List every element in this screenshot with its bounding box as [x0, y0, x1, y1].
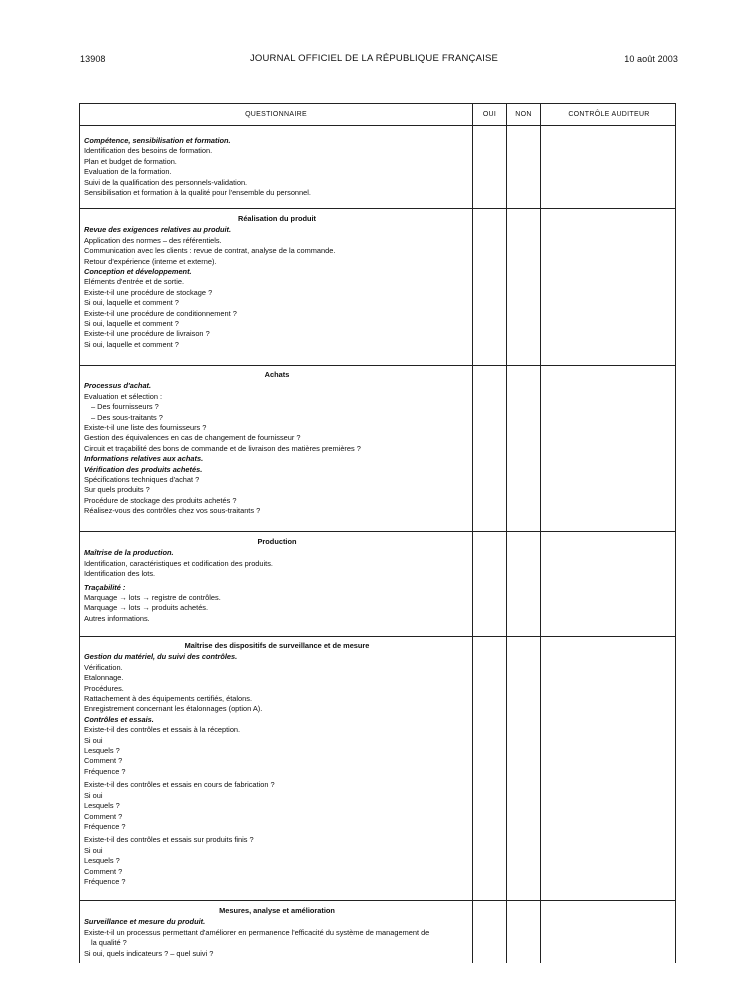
question-line: Identification, caractéristiques et codification des produits.: [84, 558, 273, 568]
column-header-oui: OUI: [482, 111, 497, 118]
section-title: Maîtrise des dispositifs de surveillance et de mesure: [184, 641, 370, 650]
section-title: Production: [257, 537, 297, 546]
subsection-heading: Traçabilité :: [84, 582, 126, 592]
question-line: Lesquels ?: [84, 801, 120, 811]
column-divider: [540, 104, 541, 963]
section-mesures-analyse: [84, 906, 470, 959]
question-line: Sensibilisation et formation à la qualité pour l'ensemble du personnel.: [84, 188, 311, 198]
question-line: Si oui: [84, 735, 103, 745]
subsection-heading: Maîtrise de la production.: [84, 548, 174, 558]
question-line: Rattachement à des équipements certifiés, étalons.: [84, 694, 253, 704]
row-divider: [80, 208, 675, 209]
subsection-heading: Surveillance et mesure du produit.: [84, 917, 206, 927]
section-realisation-produit: [84, 214, 470, 350]
question-line: Si oui, laquelle et comment ?: [84, 339, 179, 349]
question-line: la qualité ?: [91, 938, 127, 948]
row-divider: [80, 365, 675, 366]
question-line: Existe-t-il des contrôles et essais sur produits finis ?: [84, 835, 254, 845]
question-line: – Des sous-traitants ?: [91, 412, 163, 422]
column-header-controle-auditeur: CONTRÔLE AUDITEUR: [568, 111, 650, 118]
subsection-heading: Conception et développement.: [84, 267, 192, 277]
question-line: Existe-t-il des contrôles et essais à la réception.: [84, 725, 241, 735]
row-divider: [80, 125, 675, 126]
question-line: Enregistrement concernant les étalonnages (option A).: [84, 704, 263, 714]
questionnaire-table: [79, 103, 676, 963]
question-line: Evaluation de la formation.: [84, 167, 172, 177]
question-line: Lesquels ?: [84, 856, 120, 866]
question-line: Existe-t-il des contrôles et essais en cours de fabrication ?: [84, 780, 275, 790]
question-line: – Des fournisseurs ?: [91, 402, 159, 412]
question-line: Si oui, laquelle et comment ?: [84, 298, 179, 308]
subsection-heading: Contrôles et essais.: [84, 714, 154, 724]
question-line: Existe-t-il un processus permettant d'améliorer en permanence l'efficacité du système de management de: [84, 927, 430, 937]
question-line: Autres informations.: [84, 613, 150, 623]
subsection-heading: Revue des exigences relatives au produit.: [84, 225, 232, 235]
question-line: Retour d'expérience (interne et externe).: [84, 256, 217, 266]
row-divider: [80, 900, 675, 901]
subsection-heading: Compétence, sensibilisation et formation.: [84, 136, 231, 145]
question-line: Identification des lots.: [84, 569, 156, 579]
question-line: Lesquels ?: [84, 746, 120, 756]
question-line: Marquage → lots → produits achetés.: [84, 603, 209, 613]
question-line: Comment ?: [84, 811, 123, 821]
question-line: Suivi de la qualification des personnels-validation.: [84, 177, 248, 187]
subsection-heading: Processus d'achat.: [84, 381, 152, 391]
column-divider: [506, 104, 507, 963]
question-line: Fréquence ?: [84, 876, 126, 886]
question-line: Existe-t-il une procédure de conditionnement ?: [84, 308, 237, 318]
section-title: Achats: [264, 370, 290, 379]
question-line: Etalonnage.: [84, 673, 124, 683]
column-header-non: NON: [515, 111, 532, 118]
column-divider: [472, 104, 473, 963]
question-line: Evaluation et sélection :: [84, 391, 163, 401]
section-achats: [84, 370, 470, 517]
question-line: Identification des besoins de formation.: [84, 146, 213, 156]
question-line: Réalisez-vous des contrôles chez vos sous-traitants ?: [84, 506, 261, 516]
journal-title: JOURNAL OFFICIEL DE LA RÉPUBLIQUE FRANÇAISE: [249, 53, 499, 64]
section-title: Réalisation du produit: [237, 214, 316, 223]
question-line: Circuit et traçabilité des bons de commande et de livraison des matières premières ?: [84, 443, 361, 453]
question-line: Si oui: [84, 845, 103, 855]
question-line: Marquage → lots → registre de contrôles.: [84, 593, 221, 603]
section-competence: [84, 136, 470, 198]
section-title: Mesures, analyse et amélioration: [219, 906, 335, 915]
question-line: Existe-t-il une procédure de livraison ?: [84, 329, 210, 339]
question-line: Plan et budget de formation.: [84, 156, 177, 166]
column-header-questionnaire: QUESTIONNAIRE: [245, 111, 307, 118]
question-line: Fréquence ?: [84, 766, 126, 776]
section-production: [84, 537, 470, 624]
question-line: Si oui: [84, 790, 103, 800]
page-number: 13908: [80, 54, 106, 64]
question-line: Spécifications techniques d'achat ?: [84, 475, 200, 485]
question-line: Procédure de stockage des produits achetés ?: [84, 495, 237, 505]
question-line: Eléments d'entrée et de sortie.: [84, 277, 185, 287]
question-line: Communication avec les clients : revue de contrat, analyse de la commande.: [84, 246, 336, 256]
section-surveillance-mesure: [84, 641, 470, 887]
question-line: Si oui, quels indicateurs ? – quel suivi ?: [84, 948, 214, 958]
question-line: Existe-t-il une procédure de stockage ?: [84, 287, 213, 297]
row-divider: [80, 531, 675, 532]
question-line: Fréquence ?: [84, 821, 126, 831]
question-line: Procédures.: [84, 683, 124, 693]
row-divider: [80, 636, 675, 637]
question-line: Gestion des équivalences en cas de changement de fournisseur ?: [84, 433, 301, 443]
subsection-heading: Informations relatives aux achats.: [84, 454, 204, 464]
question-line: Vérification.: [84, 662, 123, 672]
question-line: Comment ?: [84, 756, 123, 766]
question-line: Application des normes – des référentiels.: [84, 235, 222, 245]
question-line: Si oui, laquelle et comment ?: [84, 319, 179, 329]
subsection-heading: Vérification des produits achetés.: [84, 464, 203, 474]
question-line: Existe-t-il une liste des fournisseurs ?: [84, 423, 207, 433]
question-line: Sur quels produits ?: [84, 485, 150, 495]
subsection-heading: Gestion du matériel, du suivi des contrôles.: [84, 652, 238, 662]
question-line: Comment ?: [84, 866, 123, 876]
publication-date: 10 août 2003: [624, 54, 678, 64]
